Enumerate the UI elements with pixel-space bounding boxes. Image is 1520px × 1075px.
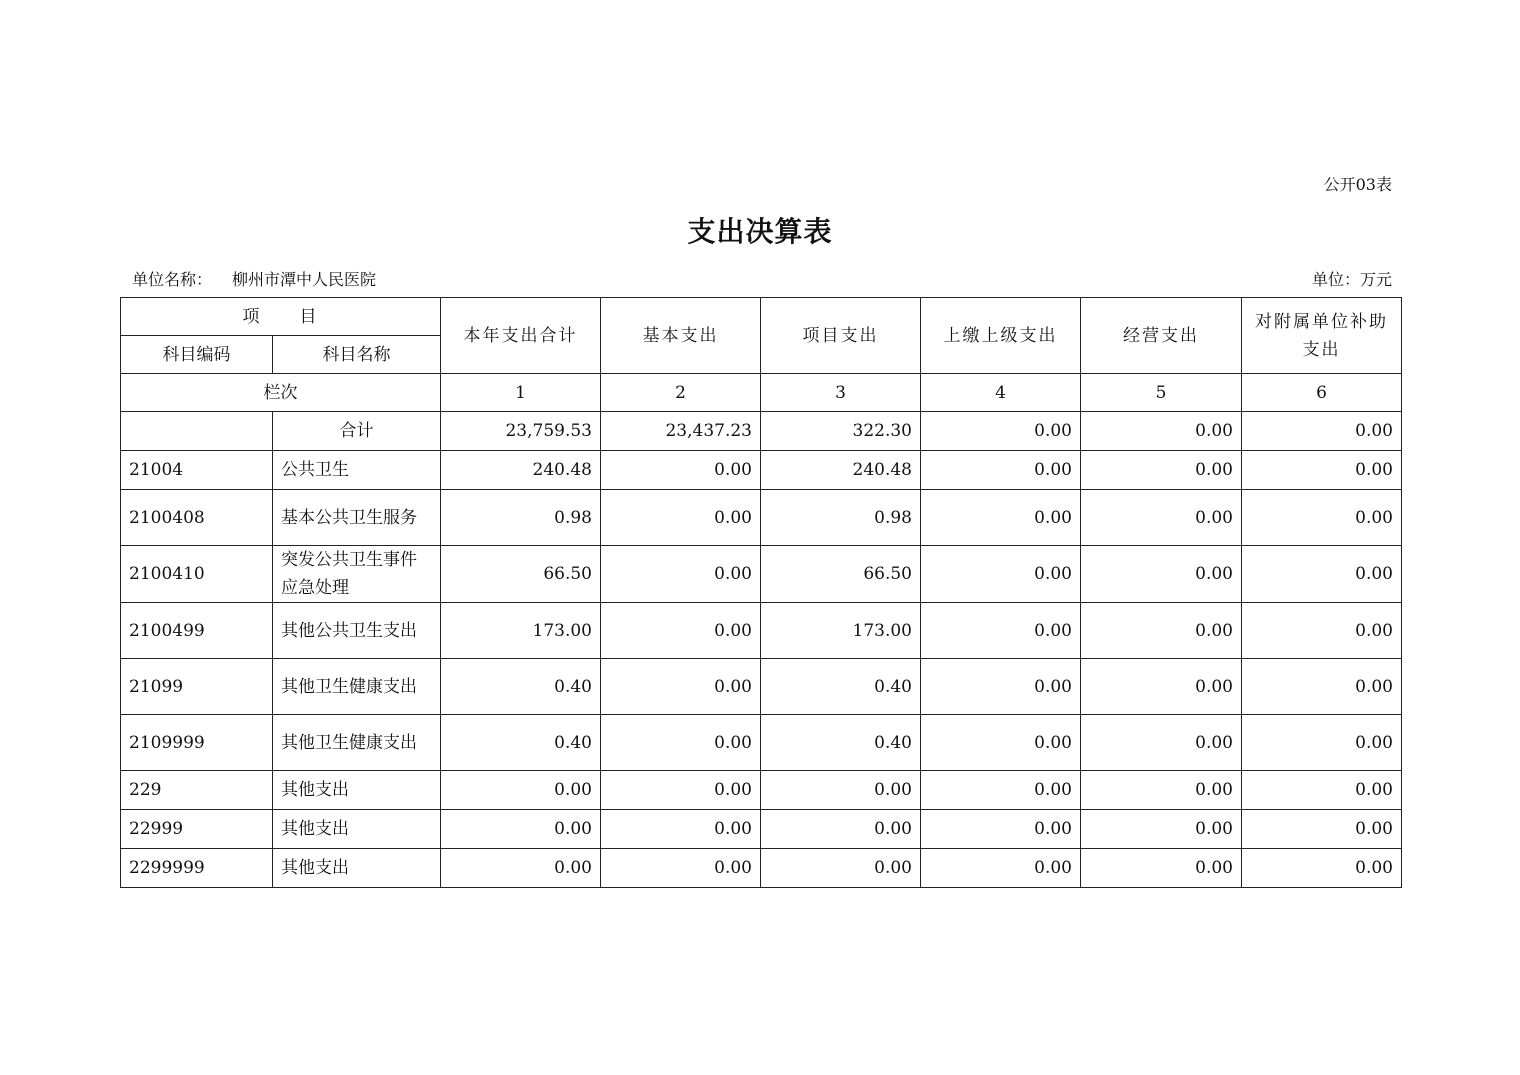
subject-code: 21004 <box>121 451 273 490</box>
value-cell: 0.00 <box>921 715 1081 771</box>
subject-code: 2109999 <box>121 715 273 771</box>
table-row <box>121 451 1402 490</box>
value-cell: 0.00 <box>921 490 1081 546</box>
table-row <box>121 771 1402 810</box>
subject-name: 基本公共卫生服务 <box>273 490 441 546</box>
value-cell: 173.00 <box>441 603 601 659</box>
total-value: 0.00 <box>1242 412 1402 451</box>
value-cell: 240.48 <box>761 451 921 490</box>
value-cell: 0.00 <box>921 771 1081 810</box>
header-col-4: 上缴上级支出 <box>921 298 1081 374</box>
value-cell: 0.00 <box>601 546 761 603</box>
subject-name: 其他支出 <box>273 849 441 888</box>
value-cell: 0.00 <box>921 546 1081 603</box>
page-title: 支出决算表 <box>687 215 833 248</box>
header-lanci: 栏次 <box>121 374 441 412</box>
value-cell: 0.40 <box>761 659 921 715</box>
value-cell: 0.00 <box>601 771 761 810</box>
value-cell: 0.00 <box>601 451 761 490</box>
value-cell: 0.00 <box>441 849 601 888</box>
unit-name-value: 柳州市潭中人民医院 <box>232 270 377 289</box>
value-cell: 0.00 <box>921 451 1081 490</box>
total-value: 322.30 <box>761 412 921 451</box>
subject-code: 21099 <box>121 659 273 715</box>
value-cell: 173.00 <box>761 603 921 659</box>
header-col-1: 本年支出合计 <box>441 298 601 374</box>
form-number: 公开03表 <box>1323 175 1392 194</box>
header-col-2: 基本支出 <box>601 298 761 374</box>
value-cell: 0.00 <box>921 659 1081 715</box>
expenditure-table <box>120 297 1402 888</box>
value-cell: 0.00 <box>1081 546 1242 603</box>
value-cell: 0.00 <box>601 603 761 659</box>
table-row <box>121 603 1402 659</box>
lanci-number: 5 <box>1081 374 1242 412</box>
total-value: 23,437.23 <box>601 412 761 451</box>
total-value: 0.00 <box>921 412 1081 451</box>
value-cell: 0.00 <box>601 490 761 546</box>
value-cell: 0.98 <box>441 490 601 546</box>
subject-code: 229 <box>121 771 273 810</box>
subject-name: 其他卫生健康支出 <box>273 659 441 715</box>
value-cell: 0.00 <box>1242 771 1402 810</box>
header-col-3: 项目支出 <box>761 298 921 374</box>
value-cell: 0.00 <box>1242 849 1402 888</box>
subject-name: 其他公共卫生支出 <box>273 603 441 659</box>
value-cell: 0.00 <box>761 849 921 888</box>
lanci-number: 6 <box>1242 374 1402 412</box>
value-cell: 0.00 <box>441 771 601 810</box>
value-cell: 0.00 <box>1081 771 1242 810</box>
value-cell: 0.00 <box>601 659 761 715</box>
value-cell: 0.00 <box>601 849 761 888</box>
value-cell: 0.00 <box>1242 546 1402 603</box>
table-row <box>121 715 1402 771</box>
value-cell: 66.50 <box>761 546 921 603</box>
subject-name: 其他支出 <box>273 771 441 810</box>
value-cell: 0.00 <box>1081 849 1242 888</box>
value-cell: 0.98 <box>761 490 921 546</box>
table-row <box>121 490 1402 546</box>
subject-name: 公共卫生 <box>273 451 441 490</box>
subject-code: 2100410 <box>121 546 273 603</box>
value-cell: 0.00 <box>601 715 761 771</box>
lanci-number: 4 <box>921 374 1081 412</box>
header-code: 科目编码 <box>121 336 273 374</box>
header-col-5: 经营支出 <box>1081 298 1242 374</box>
subject-name: 突发公共卫生事件应急处理 <box>273 546 441 603</box>
value-cell: 0.00 <box>1081 659 1242 715</box>
value-cell: 0.40 <box>441 715 601 771</box>
total-row <box>121 412 1402 451</box>
value-cell: 0.00 <box>1242 490 1402 546</box>
total-value: 23,759.53 <box>441 412 601 451</box>
subject-name: 其他支出 <box>273 810 441 849</box>
table-row <box>121 546 1402 603</box>
value-cell: 0.00 <box>1242 715 1402 771</box>
subject-code: 2100499 <box>121 603 273 659</box>
value-cell: 240.48 <box>441 451 601 490</box>
subject-name: 其他卫生健康支出 <box>273 715 441 771</box>
lanci-number: 1 <box>441 374 601 412</box>
subject-code: 22999 <box>121 810 273 849</box>
subject-code: 2299999 <box>121 849 273 888</box>
total-value: 0.00 <box>1081 412 1242 451</box>
header-col-6: 对附属单位补助支出 <box>1242 298 1402 374</box>
lanci-number: 3 <box>761 374 921 412</box>
value-cell: 66.50 <box>441 546 601 603</box>
total-label: 合计 <box>273 412 441 451</box>
header-name: 科目名称 <box>273 336 441 374</box>
value-cell: 0.00 <box>601 810 761 849</box>
value-cell: 0.00 <box>1242 451 1402 490</box>
table-row <box>121 659 1402 715</box>
value-cell: 0.00 <box>1081 810 1242 849</box>
value-cell: 0.00 <box>441 810 601 849</box>
lanci-number: 2 <box>601 374 761 412</box>
value-cell: 0.00 <box>921 810 1081 849</box>
value-cell: 0.00 <box>1081 490 1242 546</box>
table-row <box>121 810 1402 849</box>
value-cell: 0.00 <box>761 810 921 849</box>
value-cell: 0.40 <box>441 659 601 715</box>
value-cell: 0.00 <box>1242 603 1402 659</box>
value-cell: 0.00 <box>761 771 921 810</box>
value-cell: 0.00 <box>921 603 1081 659</box>
value-cell: 0.00 <box>1242 659 1402 715</box>
header-item: 项 目 <box>121 298 441 336</box>
value-cell: 0.40 <box>761 715 921 771</box>
value-cell: 0.00 <box>1242 810 1402 849</box>
unit-name-line <box>132 267 376 290</box>
subject-code: 2100408 <box>121 490 273 546</box>
value-cell: 0.00 <box>1081 715 1242 771</box>
table-row <box>121 849 1402 888</box>
currency-unit: 单位：万元 <box>1311 270 1392 289</box>
value-cell: 0.00 <box>1081 451 1242 490</box>
value-cell: 0.00 <box>1081 603 1242 659</box>
total-code-cell <box>121 412 273 451</box>
value-cell: 0.00 <box>921 849 1081 888</box>
unit-name-label: 单位名称： <box>132 270 213 289</box>
